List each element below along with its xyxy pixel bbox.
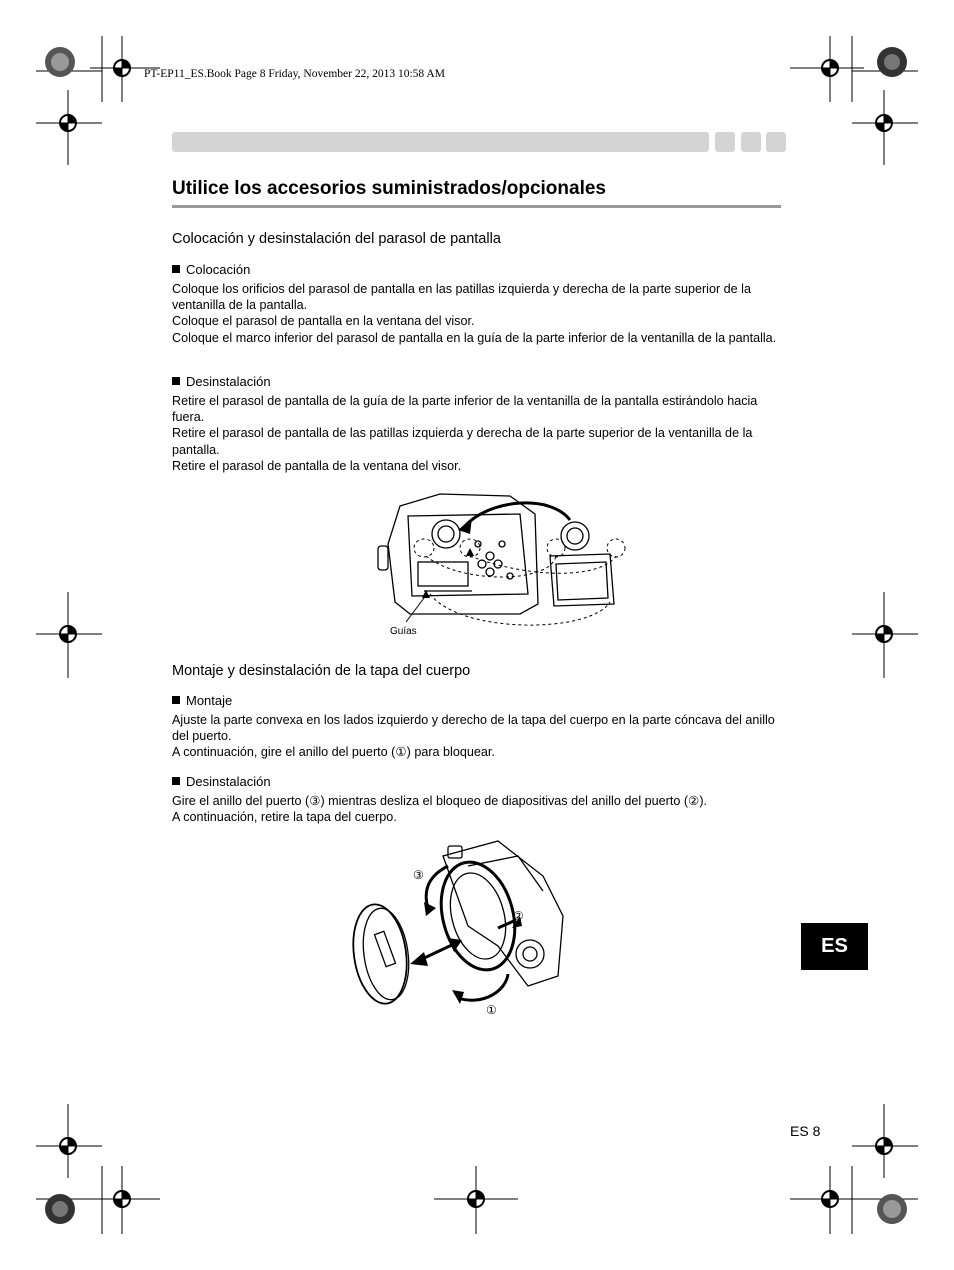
remove-step-2: A continuación, retire la tapa del cuerpo.: [172, 810, 397, 825]
header-bar-tab-3: [766, 132, 786, 152]
mount-instructions: [172, 712, 782, 761]
detach-step-2: Retire el parasol de pantalla de las patillas izquierda y derecha de la parte superior de la ventanilla de la pantalla.: [172, 426, 753, 457]
body-cap-heading: Montaje y desinstalación de la tapa del cuerpo: [172, 663, 471, 679]
screen-hood-figure: [370, 484, 640, 639]
attach-instructions: [172, 281, 782, 346]
language-tab: ES: [801, 923, 868, 970]
label-one: ①: [486, 1003, 497, 1017]
attach-step-1: Coloque los orificios del parasol de pantalla en las patillas izquierda y derecha de la parte superior de la ventanilla de la pantalla.: [172, 282, 751, 313]
attach-label: Colocación: [172, 262, 250, 277]
detach-step-1: Retire el parasol de pantalla de la guía de la parte inferior de la ventanilla de la pantalla estirándolo hacia fuera.: [172, 394, 758, 425]
mount-label: Montaje: [172, 693, 232, 708]
mount-step-2: A continuación, gire el anillo del puerto (①) para bloquear.: [172, 745, 495, 760]
page-number: ES 8: [790, 1123, 821, 1139]
screen-hood-heading: Colocación y desinstalación del parasol de pantalla: [172, 231, 501, 247]
mount-step-1: Ajuste la parte convexa en los lados izquierdo y derecho de la tapa del cuerpo en la parte cóncava del anillo del puerto.: [172, 713, 775, 744]
section-title: Utilice los accesorios suministrados/opcionales: [172, 178, 606, 199]
attach-step-2: Coloque el parasol de pantalla en la ventana del visor.: [172, 314, 475, 329]
file-header: PT-EP11_ES.Book Page 8 Friday, November 22, 2013 10:58 AM: [144, 68, 445, 80]
detach-label: Desinstalación: [172, 374, 271, 389]
detach-step-3: Retire el parasol de pantalla de la ventana del visor.: [172, 458, 462, 473]
header-bar-tab-2: [741, 132, 761, 152]
body-cap-figure: [348, 836, 568, 1016]
label-two: ②: [513, 909, 524, 923]
remove-instructions: [172, 793, 782, 825]
title-rule: [172, 205, 781, 208]
detach-instructions: [172, 393, 782, 474]
guides-caption: Guías: [390, 626, 417, 637]
remove-label: Desinstalación: [172, 774, 271, 789]
attach-step-3: Coloque el marco inferior del parasol de pantalla en la guía de la parte inferior de la ventanilla de la pantalla.: [172, 330, 777, 345]
label-three: ③: [413, 868, 424, 882]
header-bar-tab-1: [715, 132, 735, 152]
header-bar: [172, 132, 709, 152]
remove-step-1: Gire el anillo del puerto (③) mientras desliza el bloqueo de diapositivas del anillo del puerto (②).: [172, 794, 708, 808]
